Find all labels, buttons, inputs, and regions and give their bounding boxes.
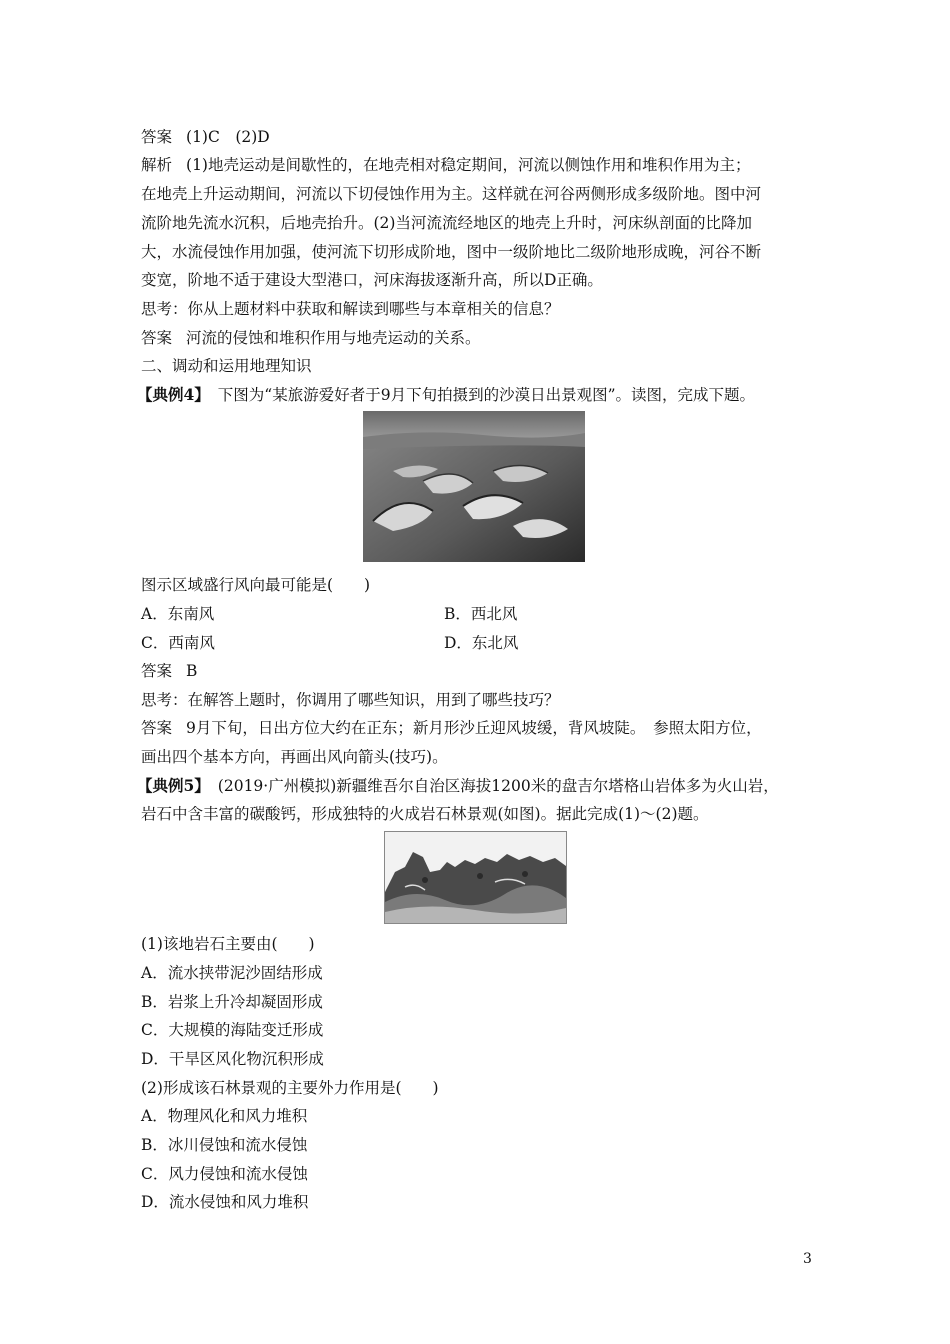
- example5-label: 【典例5】: [137, 776, 210, 795]
- answer-line: [141, 127, 821, 147]
- answer-text: B: [186, 662, 198, 680]
- option-b: B．冰川侵蚀和流水侵蚀: [141, 1136, 308, 1154]
- think4-answer-line: [141, 718, 821, 738]
- example5-line: [137, 776, 817, 796]
- answer-text: 河流的侵蚀和堆积作用与地壳运动的关系。: [186, 329, 481, 347]
- option-b: B．岩浆上升冷却凝固形成: [141, 993, 323, 1011]
- option-a: A．物理风化和风力堆积: [141, 1107, 308, 1125]
- option-d: D．干旱区风化物沉积形成: [141, 1050, 324, 1068]
- answer-label: 答案: [141, 719, 173, 737]
- option-d: D．东北风: [444, 634, 519, 652]
- example4-line: [137, 385, 817, 405]
- answer-label: 答案: [141, 662, 173, 680]
- question5-2-stem: (2)形成该石林景观的主要外力作用是( ): [141, 1079, 439, 1097]
- question5-1-stem: (1)该地岩石主要由( ): [141, 935, 315, 953]
- think-line: 思考：你从上题材料中获取和解读到哪些与本章相关的信息？: [141, 300, 560, 318]
- answer-label: 答案: [141, 329, 173, 347]
- example4-label: 【典例4】: [137, 385, 210, 404]
- think4-line: 思考：在解答上题时，你调用了哪些知识，用到了哪些技巧？: [141, 691, 560, 709]
- answer4-line: [141, 661, 821, 681]
- analysis-line-5: 变宽，阶地不适于建设大型港口，河床海拔逐渐升高，所以D正确。: [141, 271, 603, 289]
- option-a: A．东南风: [141, 605, 215, 623]
- answer-label: 答案: [141, 128, 173, 146]
- example5-text: (2019·广州模拟)新疆维吾尔自治区海拔1200米的盘吉尔塔格山岩体多为火山岩，: [217, 777, 779, 795]
- analysis-line: [141, 155, 821, 175]
- option-a: A．流水挟带泥沙固结形成: [141, 964, 323, 982]
- analysis-text: (1)地壳运动是间歇性的，在地壳相对稳定期间，河流以侧蚀作用和堆积作用为主；: [186, 156, 751, 174]
- analysis-line-2: 在地壳上升运动期间，河流以下切侵蚀作用为主。这样就在河谷两侧形成多级阶地。图中河: [141, 185, 762, 203]
- option-c: C．西南风: [141, 634, 215, 652]
- answer-text: (1)C (2)D: [186, 128, 270, 146]
- example4-text: 下图为“某旅游爱好者于9月下旬拍摄到的沙漠日出景观图”。读图，完成下题。: [217, 386, 756, 404]
- example5-line-2: 岩石中含丰富的碳酸钙，形成独特的火成岩石林景观(如图)。据此完成(1)～(2)题。: [141, 805, 709, 823]
- analysis-line-4: 大，水流侵蚀作用加强，使河流下切形成阶地，图中一级阶地比二级阶地形成晚，河谷不断: [141, 243, 762, 261]
- question4-stem: 图示区域盛行风向最可能是( ): [141, 576, 371, 594]
- think4-answer-line-2: 画出四个基本方向，再画出风向箭头(技巧)。: [141, 748, 448, 766]
- stone-forest-photo: [384, 831, 567, 924]
- analysis-label: 解析: [141, 156, 173, 174]
- page-number: 3: [803, 1251, 812, 1267]
- option-c: C．大规模的海陆变迁形成: [141, 1021, 324, 1039]
- option-b: B．西北风: [444, 605, 518, 623]
- analysis-line-3: 流阶地先流水沉积，后地壳抬升。(2)当河流流经地区的地壳上升时，河床纵剖面的比降加: [141, 214, 752, 232]
- desert-sunrise-photo: [363, 411, 585, 562]
- think-answer-line: [141, 328, 821, 348]
- option-d: D．流水侵蚀和风力堆积: [141, 1193, 309, 1211]
- section-heading: 二、调动和运用地理知识: [141, 357, 312, 375]
- answer-text: 9月下旬，日出方位大约在正东；新月形沙丘迎风坡缓，背风坡陡。 参照太阳方位，: [186, 719, 762, 737]
- option-c: C．风力侵蚀和流水侵蚀: [141, 1165, 308, 1183]
